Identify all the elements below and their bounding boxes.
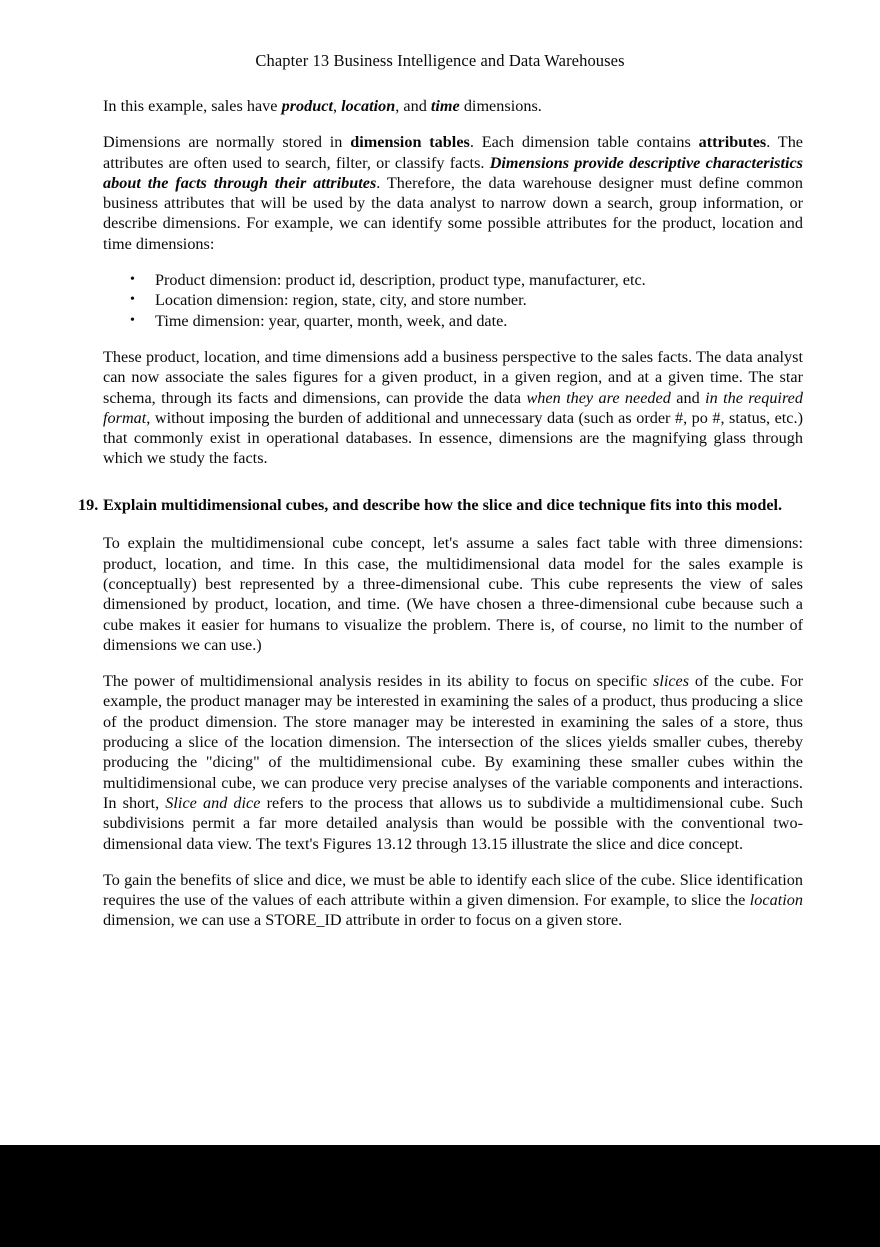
paragraph-slice-identification — [103, 870, 803, 931]
dimension-attributes-list — [103, 270, 803, 331]
page-content — [78, 96, 804, 947]
emphasis-attributes: attributes — [698, 133, 767, 152]
emphasis-dimensions-provide: Dimensions provide descriptive characteristics about the facts through their attributes — [103, 153, 803, 192]
emphasis-required-format: in the required format — [103, 388, 803, 427]
list-item — [103, 270, 803, 290]
text-segment: , and — [395, 97, 431, 115]
question-number: 19. — [78, 495, 99, 514]
text-segment: dimension, we can use a STORE_ID attribute in order to focus on a given store. — [103, 911, 623, 930]
list-item — [103, 311, 803, 331]
paragraph-intro-dimensions — [103, 96, 803, 116]
list-item-label: Location dimension: region, state, city, and store number. — [155, 291, 527, 310]
text-segment: refers to the process that allows us to subdivide a multidimensional cube. Such subdivisions permit a far more detailed analysis than would be possible with the conventional two-dimensional data view. The text's Figures 13.12 through 13.15 illustrate the slice and dice concept. — [103, 793, 803, 853]
paragraph-business-perspective — [103, 347, 803, 469]
emphasis-location-dimension: location — [749, 891, 803, 910]
bullet-icon: • — [130, 272, 135, 288]
question-text: Explain multidimensional cubes, and describe how the slice and dice technique fits into this model. — [103, 495, 783, 514]
text-segment: , — [332, 97, 342, 115]
page-bottom-band — [0, 1145, 880, 1247]
bullet-icon: • — [130, 292, 135, 308]
running-head: Chapter 13 Business Intelligence and Data Warehouses — [255, 51, 625, 70]
emphasis-location: location — [341, 97, 396, 115]
emphasis-product: product — [281, 97, 333, 115]
paragraph-slices-power — [103, 671, 803, 854]
text-segment: dimensions. — [459, 97, 542, 115]
question-heading-19 — [78, 495, 803, 516]
text-segment: . The attributes are often used to search, filter, or classify facts. — [103, 133, 804, 172]
list-item-label: Time dimension: year, quarter, month, week, and date. — [155, 311, 508, 330]
text-segment: In this example, sales have — [103, 97, 282, 115]
list-item-label: Product dimension: product id, description, product type, manufacturer, etc. — [155, 271, 646, 290]
paragraph-cube-concept: To explain the multidimensional cube concept, let's assume a sales fact table with three dimensions: product, location, and time. In this case, the multidimensional data model for the sales example is (conceptually) best represented by a three-dimensional cube. This cube represents the view of sales dimensioned by product, location, and time. (We have chosen a three-dimensional cube because such a cube makes it easier for humans to visualize the problem. There is, of course, no limit to the number of dimensions we can use.) — [103, 534, 803, 654]
text-segment: The power of multidimensional analysis resides in its ability to focus on specific — [103, 672, 653, 691]
text-segment: , without imposing the burden of additional and unnecessary data (such as order #, po #, status, etc.) that commonly exist in operational databases. In essence, dimensions are the magnifying glass through which we study the facts. — [103, 408, 803, 468]
text-segment: . Each dimension table contains — [469, 133, 699, 152]
emphasis-dimension-tables: dimension tables — [350, 133, 470, 152]
emphasis-slices: slices — [653, 672, 690, 691]
emphasis-time: time — [430, 97, 460, 115]
emphasis-when-needed: when they are needed — [526, 388, 671, 407]
text-segment: of the cube. For example, the product manager may be interested in examining the sales of a product, thus producing a slice of the product dimension. The store manager may be interested in examining the sales of a store, thus producing a slice of the location dimension. The intersection of the slices yields smaller cubes, thereby producing the "dicing" of the multidimensional cube. By examining these smaller cubes within the multidimensional cube, we can produce very precise analyses of the variable components and interactions. In short, — [103, 672, 803, 812]
text-segment: Dimensions are normally stored in — [103, 133, 351, 152]
text-segment: To gain the benefits of slice and dice, we must be able to identify each slice of the cube. Slice identification requires the use of the values of each attribute within a given dimension. For example, to slice the — [103, 870, 803, 910]
emphasis-slice-and-dice: Slice and dice — [165, 793, 261, 812]
text-segment: . Therefore, the data warehouse designer must define common business attributes that will be used by the data analyst to narrow down a search, group information, or describe dimensions. For example, we can identify some possible attributes for the product, location and time dimensions: — [103, 173, 803, 253]
text-segment: and — [670, 388, 706, 407]
bullet-icon: • — [130, 312, 135, 328]
list-item — [103, 290, 803, 310]
paragraph-dimension-tables — [103, 132, 803, 254]
text-segment: These product, location, and time dimensions add a business perspective to the sales facts. The data analyst can now associate the sales figures for a given product, in a given region, and at a given time. The star schema, through its facts and dimensions, can provide the data — [103, 347, 803, 407]
